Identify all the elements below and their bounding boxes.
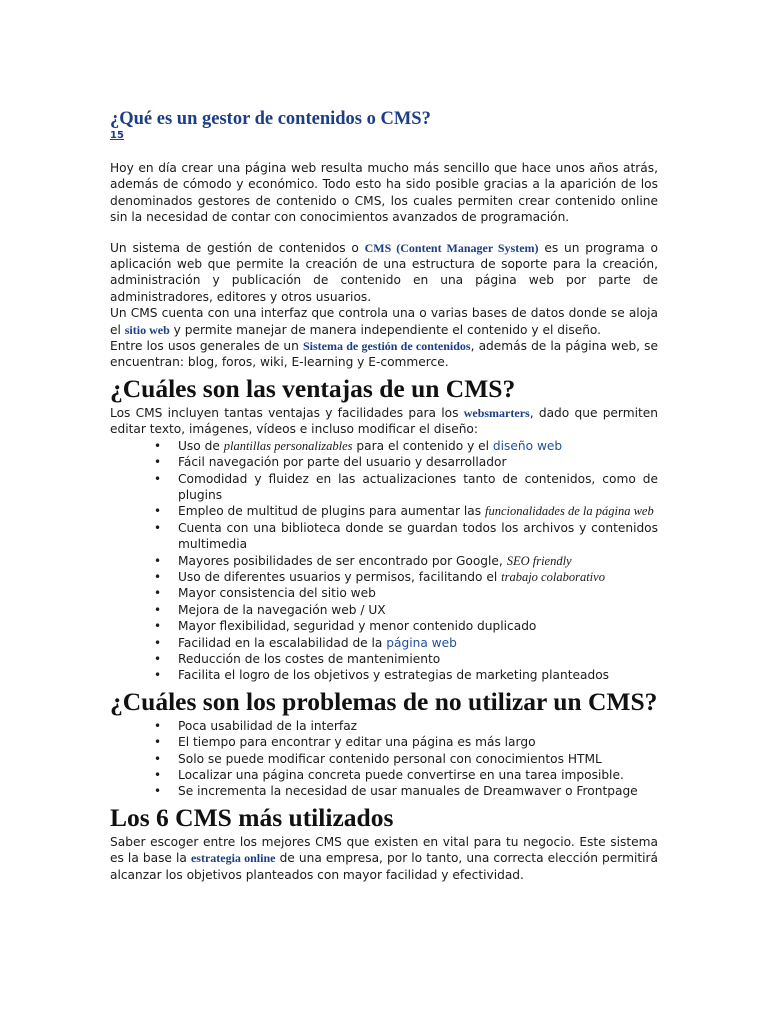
ventajas-list bbox=[110, 438, 658, 684]
heading-ventajas: ¿Cuáles son las ventajas de un CMS? bbox=[110, 373, 516, 403]
list-item: • Poca usabilidad de la interfaz bbox=[154, 718, 358, 733]
bullet-icon: • bbox=[154, 602, 162, 617]
bullet-icon: • bbox=[154, 504, 162, 519]
list-item: • Se incrementa la necesidad de usar manuales de Dreamwaver o Frontpage bbox=[154, 784, 638, 799]
bullet-icon: • bbox=[154, 520, 162, 535]
bullet-icon: • bbox=[154, 471, 162, 486]
heading-problemas: ¿Cuáles son los problemas de no utilizar un CMS? bbox=[110, 686, 658, 716]
heading-cms-mas-utilizados: Los 6 CMS más utilizados bbox=[110, 802, 394, 832]
list-item: • Mayores posibilidades de ser encontrado por Google, SEO friendly bbox=[154, 553, 572, 568]
list-item: • Facilidad en la escalabilidad de la página web bbox=[154, 635, 457, 650]
term-sitio-web[interactable]: sitio web bbox=[124, 322, 170, 337]
list-item: • Mejora de la navegación web / UX bbox=[154, 602, 386, 617]
bullet-icon: • bbox=[154, 668, 162, 683]
intro-paragraph: Hoy en día crear una página web resulta mucho más sencillo que hace unos años atrás, además de cómodo y económico. Todo esto ha sido posible gracias a la aparición de los denominados gestores de contenido o CMS, los cuales permiten crear contenido online sin la necesidad de contar con conocimientos avanzados de programación. bbox=[110, 161, 658, 225]
list-item: • Mayor consistencia del sitio web bbox=[154, 586, 376, 601]
list-item: • Reducción de los costes de mantenimiento bbox=[154, 651, 441, 666]
list-item: • Comodidad y fluidez en las actualizaciones tanto de contenidos, como de plugins bbox=[154, 471, 658, 502]
bullet-icon: • bbox=[154, 553, 162, 568]
bullet-icon: • bbox=[154, 586, 162, 601]
list-item: • Cuenta con una biblioteca donde se guardan todos los archivos y contenidos multimedia bbox=[154, 520, 658, 552]
list-item: • Uso de diferentes usuarios y permisos, facilitando el trabajo colaborativo bbox=[154, 569, 605, 584]
bullet-icon: • bbox=[154, 735, 162, 750]
list-item: • Empleo de multitud de plugins para aumentar las funcionalidades de la página web bbox=[154, 504, 654, 519]
bullet-icon: • bbox=[154, 651, 162, 666]
term-cms[interactable]: CMS (Content Manager System) bbox=[364, 240, 539, 255]
list-item: • Solo se puede modificar contenido personal con conocimientos HTML bbox=[154, 751, 602, 766]
list-item: • Fácil navegación por parte del usuario y desarrollador bbox=[154, 455, 507, 470]
bullet-icon: • bbox=[154, 718, 162, 733]
bullet-icon: • bbox=[154, 751, 162, 766]
article-title: ¿Qué es un gestor de contenidos o CMS? bbox=[110, 109, 431, 129]
bullet-icon: • bbox=[154, 619, 162, 634]
list-item: • Localizar una página concreta puede convertirse en una tarea imposible. bbox=[154, 768, 624, 782]
bullet-icon: • bbox=[154, 455, 162, 470]
list-item: • Facilita el logro de los objetivos y estrategias de marketing planteados bbox=[154, 668, 610, 683]
bullet-icon: • bbox=[154, 768, 162, 782]
bullet-icon: • bbox=[154, 438, 162, 453]
list-item: • Mayor flexibilidad, seguridad y menor contenido duplicado bbox=[154, 619, 537, 634]
term-estrategia-online[interactable]: estrategia online bbox=[190, 851, 276, 866]
cms-choice-paragraph: Saber escoger entre los mejores CMS que existen en vital para tu negocio. Este sistema es la base la estrategia online de una empresa, por lo tanto, una correcta elección permitirá alcanzar los objetivos planteados con mayor facilidad y efectividad. bbox=[110, 834, 658, 882]
bullet-icon: • bbox=[154, 784, 162, 799]
document-content bbox=[110, 108, 658, 883]
bullet-icon: • bbox=[154, 635, 162, 650]
link-diseno-web[interactable]: diseño web bbox=[492, 438, 563, 453]
link-pagina-web[interactable]: página web bbox=[386, 635, 457, 650]
list-item: • El tiempo para encontrar y editar una página es más largo bbox=[154, 735, 536, 750]
cms-interface-paragraph: Un CMS cuenta con una interfaz que controla una o varias bases de datos donde se aloja el sitio web y permite manejar de manera independiente el contenido y el diseño. bbox=[110, 306, 658, 337]
term-sistema-gestion[interactable]: Sistema de gestión de contenidos bbox=[303, 339, 471, 354]
problemas-list bbox=[110, 718, 658, 800]
cms-definition-paragraph: Un sistema de gestión de contenidos o CMS (Content Manager System) es un programa o aplicación web que permite la creación de una estructura de soporte para la creación, administración y publicación de contenido en una página web por parte de administradores, editores y otros usuarios. bbox=[110, 240, 658, 304]
bullet-icon: • bbox=[154, 569, 162, 584]
page-number[interactable]: 15 bbox=[110, 130, 124, 141]
list-item: • Uso de plantillas personalizables para el contenido y el diseño web bbox=[154, 438, 563, 453]
ventajas-intro-paragraph: Los CMS incluyen tantas ventajas y facilidades para los websmarters, dado que permiten editar texto, imágenes, vídeos e incluso modificar el diseño: bbox=[110, 405, 658, 437]
cms-uses-paragraph: Entre los usos generales de un Sistema de gestión de contenidos, además de la página web, se encuentran: blog, foros, wiki, E-learning y E-commerce. bbox=[110, 339, 659, 370]
term-websmarters[interactable]: websmarters bbox=[463, 405, 530, 420]
